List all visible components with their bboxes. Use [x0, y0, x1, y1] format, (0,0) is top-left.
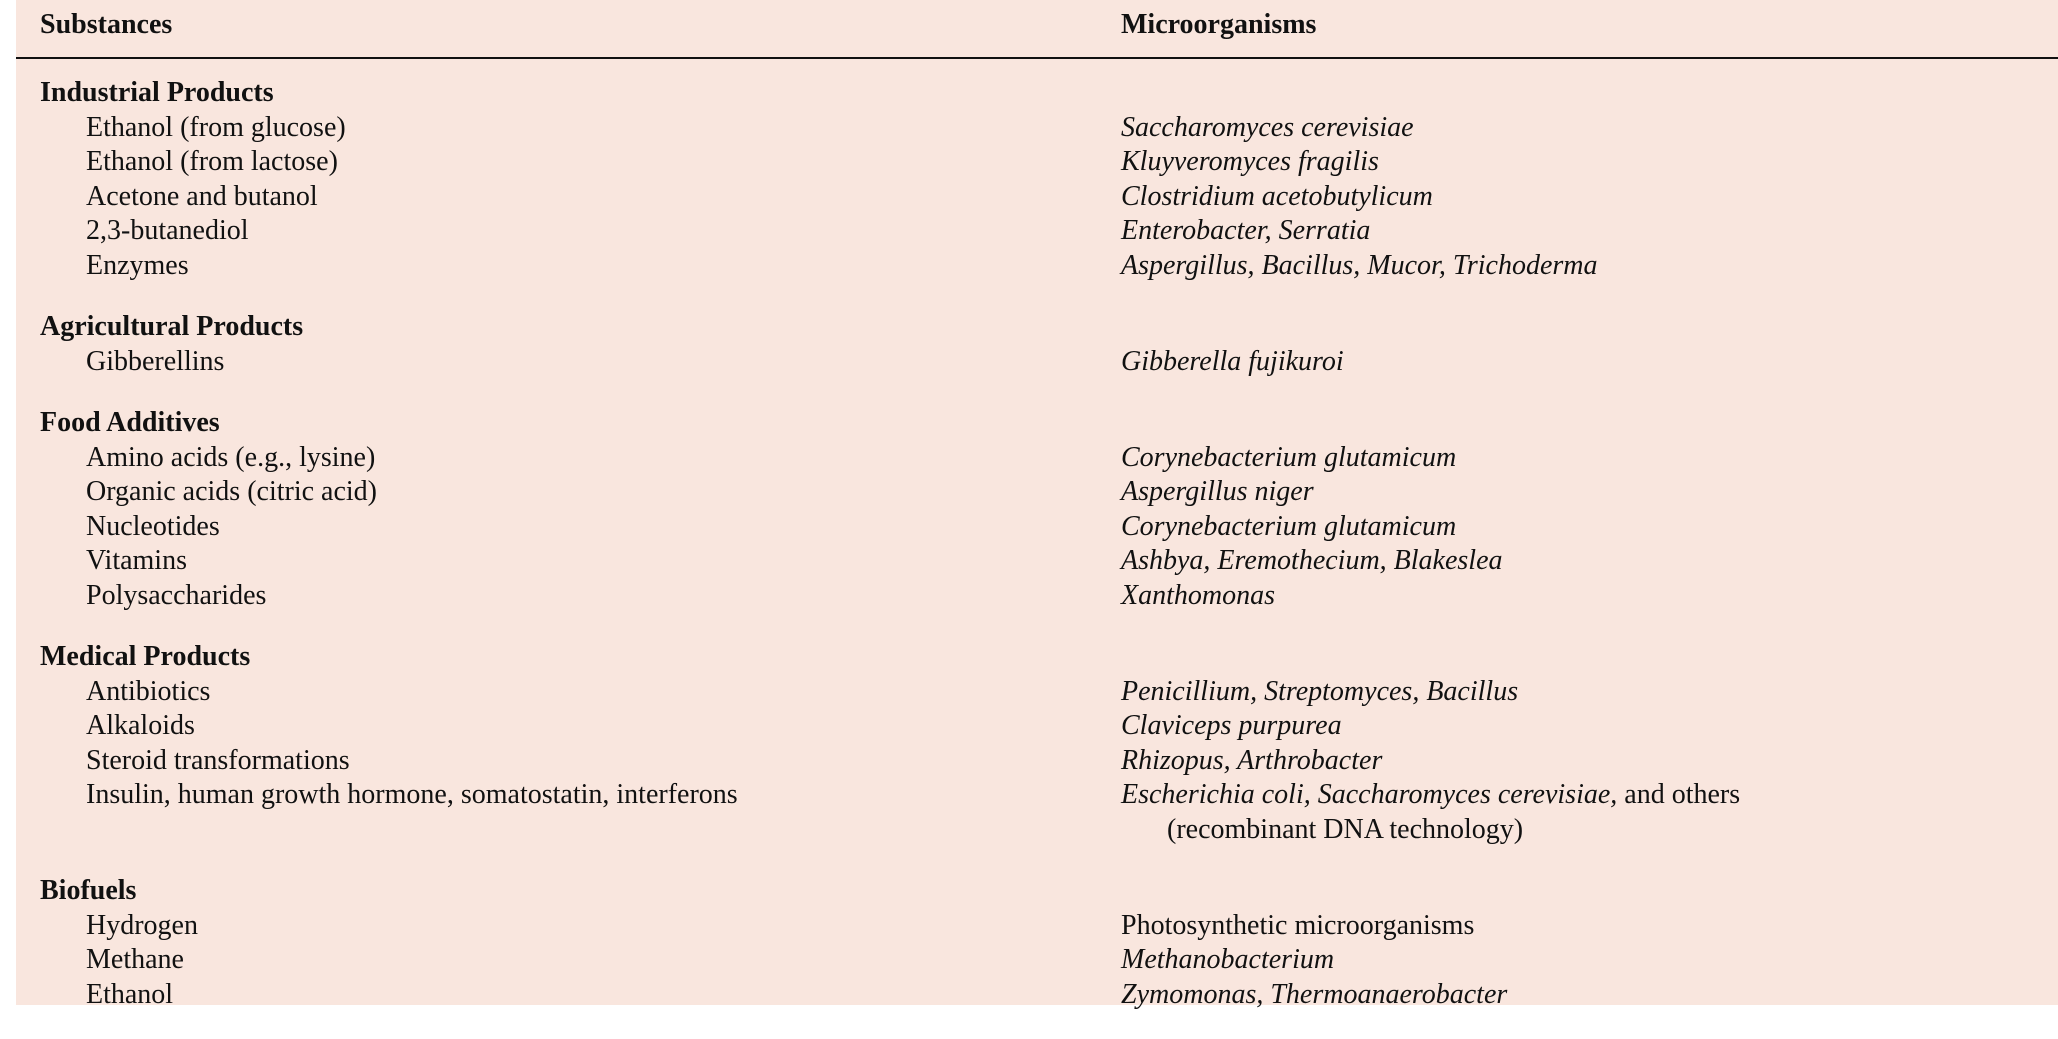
organism-cell: Saccharomyces cerevisiae: [1121, 111, 1414, 143]
table-row: [16, 214, 2058, 249]
organism-names: Escherichia coli, Saccharomyces cerevisiae,: [1121, 779, 1618, 810]
substance-cell: Amino acids (e.g., lysine): [86, 441, 376, 473]
substance-cell: 2,3-butanediol: [86, 215, 249, 246]
table-row: [16, 145, 2058, 180]
section-food-additives: [16, 406, 2058, 613]
substance-cell: Ethanol (from lactose): [86, 146, 338, 177]
table-row: [16, 180, 2058, 215]
organism-cell: Rhizopus, Arthrobacter: [1121, 744, 1383, 776]
table-row: [16, 909, 2058, 944]
organism-cell: Methanobacterium: [1121, 944, 1335, 975]
organism-note: (recombinant DNA technology): [1167, 813, 1524, 845]
organism-cell: [1121, 778, 1740, 847]
table-row: [16, 345, 2058, 380]
substance-cell: Insulin, human growth hormone, somatostatin, interferons: [86, 779, 738, 810]
substance-cell: Alkaloids: [86, 710, 195, 741]
substance-cell: Acetone and butanol: [86, 180, 318, 212]
section-title: Industrial Products: [40, 77, 274, 108]
section-medical-products: [16, 640, 2058, 847]
organism-cell: Xanthomonas: [1121, 579, 1275, 611]
substance-cell: Steroid transformations: [86, 744, 350, 776]
table-body: [16, 76, 2058, 1039]
table-header: [16, 0, 2058, 59]
substance-cell: Enzymes: [86, 249, 189, 281]
substance-cell: Nucleotides: [86, 510, 220, 542]
table-row: [16, 544, 2058, 579]
organism-suffix: and others: [1617, 779, 1741, 810]
organism-cell: Penicillium, Streptomyces, Bacillus: [1121, 675, 1519, 707]
table-row: [16, 111, 2058, 146]
organism-cell: Clostridium acetobutylicum: [1121, 180, 1433, 212]
table-row: [16, 441, 2058, 476]
table-row: [16, 943, 2058, 978]
table-row: [16, 778, 2058, 847]
table-row: [16, 579, 2058, 614]
organism-cell: Zymomonas, Thermoanaerobacter: [1121, 978, 1508, 1010]
section-agricultural-products: [16, 310, 2058, 379]
substance-cell: Methane: [86, 944, 184, 975]
organism-cell: Aspergillus niger: [1121, 476, 1314, 507]
organism-cell: Corynebacterium glutamicum: [1121, 510, 1457, 542]
table-row: [16, 249, 2058, 284]
section-title: Food Additives: [40, 407, 220, 438]
table-page: [16, 0, 2058, 1010]
section-title: Medical Products: [40, 641, 251, 672]
organism-cell: Gibberella fujikuroi: [1121, 345, 1344, 377]
organism-cell: Aspergillus, Bacillus, Mucor, Trichoderma: [1121, 249, 1598, 281]
substance-cell: Ethanol (from glucose): [86, 111, 346, 143]
organism-cell: Kluyveromyces fragilis: [1121, 146, 1379, 177]
substance-cell: Gibberellins: [86, 345, 225, 377]
organism-cell: Enterobacter, Serratia: [1121, 215, 1371, 246]
substance-cell: Ethanol: [86, 978, 174, 1010]
column-header-substances: Substances: [40, 9, 173, 40]
substance-cell: Vitamins: [86, 545, 187, 576]
substance-cell: Antibiotics: [86, 675, 211, 707]
column-header-microorganisms: Microorganisms: [1121, 9, 1317, 40]
section-title: Biofuels: [40, 875, 137, 906]
table-row: [16, 709, 2058, 744]
organism-cell: Ashbya, Eremothecium, Blakeslea: [1121, 545, 1503, 576]
organism-cell: Claviceps purpurea: [1121, 710, 1342, 741]
table-row: [16, 675, 2058, 710]
organism-cell: Corynebacterium glutamicum: [1121, 441, 1457, 473]
section-industrial-products: [16, 76, 2058, 283]
table-row: [16, 475, 2058, 510]
section-biofuels: [16, 874, 2058, 1012]
organism-cell: Photosynthetic microorganisms: [1121, 909, 1475, 941]
table-row: [16, 978, 2058, 1013]
section-title: Agricultural Products: [40, 311, 304, 342]
table-row: [16, 510, 2058, 545]
substance-cell: Hydrogen: [86, 909, 198, 941]
table-row: [16, 744, 2058, 779]
substance-cell: Polysaccharides: [86, 579, 267, 611]
substance-cell: Organic acids (citric acid): [86, 476, 378, 507]
